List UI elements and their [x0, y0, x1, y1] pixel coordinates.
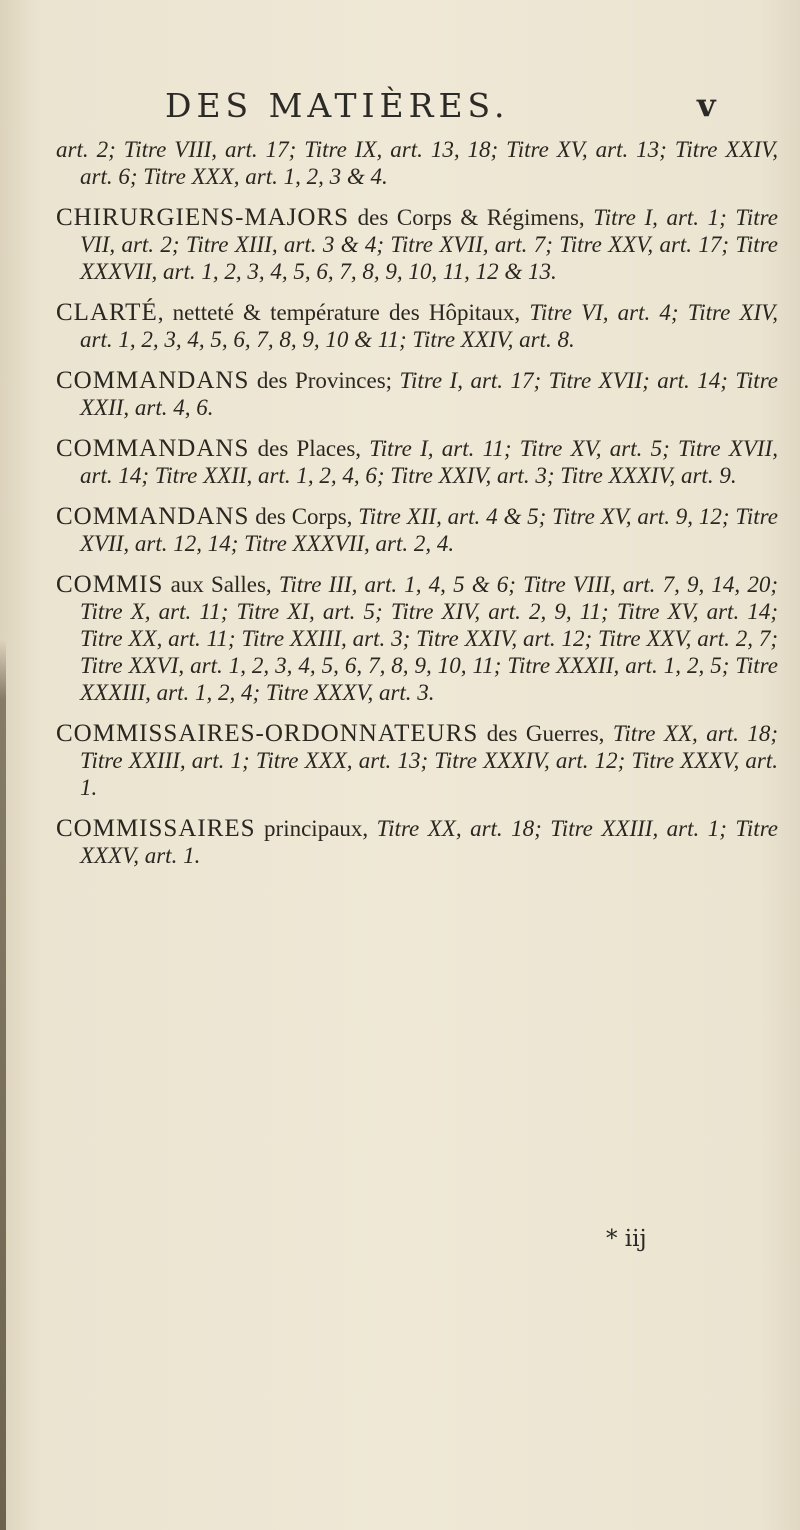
entry-term: COMMANDANS — [56, 367, 250, 394]
page-number: v — [697, 86, 716, 124]
running-title: DES MATIÈRES. — [165, 86, 510, 125]
index-entry — [56, 136, 778, 190]
entry-term: COMMISSAIRES-ORDONNATEURS — [56, 720, 479, 747]
entry-references: Titre I, art. 17; Titre XVII; art. 14; Titre XXII, art. 4, 6. — [80, 368, 778, 420]
index-entry — [56, 503, 778, 557]
entry-term: COMMANDANS — [56, 503, 250, 530]
entry-references: Titre XX, art. 18; Titre XXIII, art. 1; Titre XXXV, art. 1. — [80, 816, 779, 868]
index-entry — [56, 720, 778, 801]
page-gutter-shadow — [0, 640, 6, 1530]
entry-references: Titre XII, art. 4 & 5; Titre XV, art. 9, 12; Titre XVII, art. 12, 14; Titre XXXVII, art. 2, 4. — [80, 504, 778, 556]
entry-description: aux Salles, — [163, 572, 279, 597]
signature-mark: * iij — [606, 1226, 647, 1252]
entry-term: COMMISSAIRES — [56, 815, 256, 842]
entry-references: Titre XX, art. 18; Titre XXIII, art. 1; Titre XXX, art. 13; Titre XXXIV, art. 12; Titre XXXV, art. 1. — [80, 721, 778, 800]
page-footer — [0, 1226, 800, 1256]
entry-description: des Places, — [249, 436, 370, 461]
entry-description: , netteté & température des Hôpitaux, — [157, 300, 530, 325]
entry-references: Titre III, art. 1, 4, 5 & 6; Titre VIII, art. 7, 9, 14, 20; Titre X, art. 11; Titre XI, art. 5; Titre XIV, art. 2, 9, 11; Titre XV, art. 14; Titre XX, art. 11; Titre XXIII, art. 3; Titre XXIV, art. 12; Titre XXV, art. 2, 7; Titre XXVI, art. 1, 2, 3, 4, 5, 6, 7, 8, 9, 10, 11; Titre XXXII, art. 1, 2, 5; Titre XXXIII, art. 1, 2, 4; Titre XXXV, art. 3. — [80, 572, 778, 705]
entry-references: Titre I, art. 11; Titre XV, art. 5; Titre XVII, art. 14; Titre XXII, art. 1, 2, 4, 6; Titre XXIV, art. 3; Titre XXXIV, art. 9. — [80, 436, 778, 488]
index-entry — [56, 815, 778, 869]
entry-description: des Corps & Régimens, — [349, 205, 594, 230]
entry-references: art. 2; Titre VIII, art. 17; Titre IX, art. 13, 18; Titre XV, art. 13; Titre XXIV, art. 6; Titre XXX, art. 1, 2, 3 & 4. — [56, 137, 778, 189]
entry-description: des Provinces; — [249, 368, 400, 393]
index-entry — [56, 204, 778, 285]
entry-description: principaux, — [255, 816, 377, 841]
entry-description: des Corps, — [249, 504, 359, 529]
index-entry — [56, 299, 778, 353]
entry-term: CHIRURGIENS-MAJORS — [56, 204, 350, 231]
entry-term: COMMIS — [56, 571, 164, 598]
index-entry — [56, 571, 778, 706]
index-entry — [56, 435, 778, 489]
entry-term: COMMANDANS — [56, 435, 250, 462]
entry-references: Titre VI, art. 4; Titre XIV, art. 1, 2, 3, 4, 5, 6, 7, 8, 9, 10 & 11; Titre XXIV, art. 8. — [80, 300, 778, 352]
entry-description: des Guerres, — [478, 721, 613, 746]
index-entry — [56, 367, 778, 421]
index-entries — [56, 136, 778, 883]
page-header — [0, 86, 800, 130]
entry-references: Titre I, art. 1; Titre VII, art. 2; Titre XIII, art. 3 & 4; Titre XVII, art. 7; Titre XXV, art. 17; Titre XXXVII, art. 1, 2, 3, 4, 5, 6, 7, 8, 9, 10, 11, 12 & 13. — [80, 205, 778, 284]
entry-term: CLARTÉ — [56, 299, 158, 326]
